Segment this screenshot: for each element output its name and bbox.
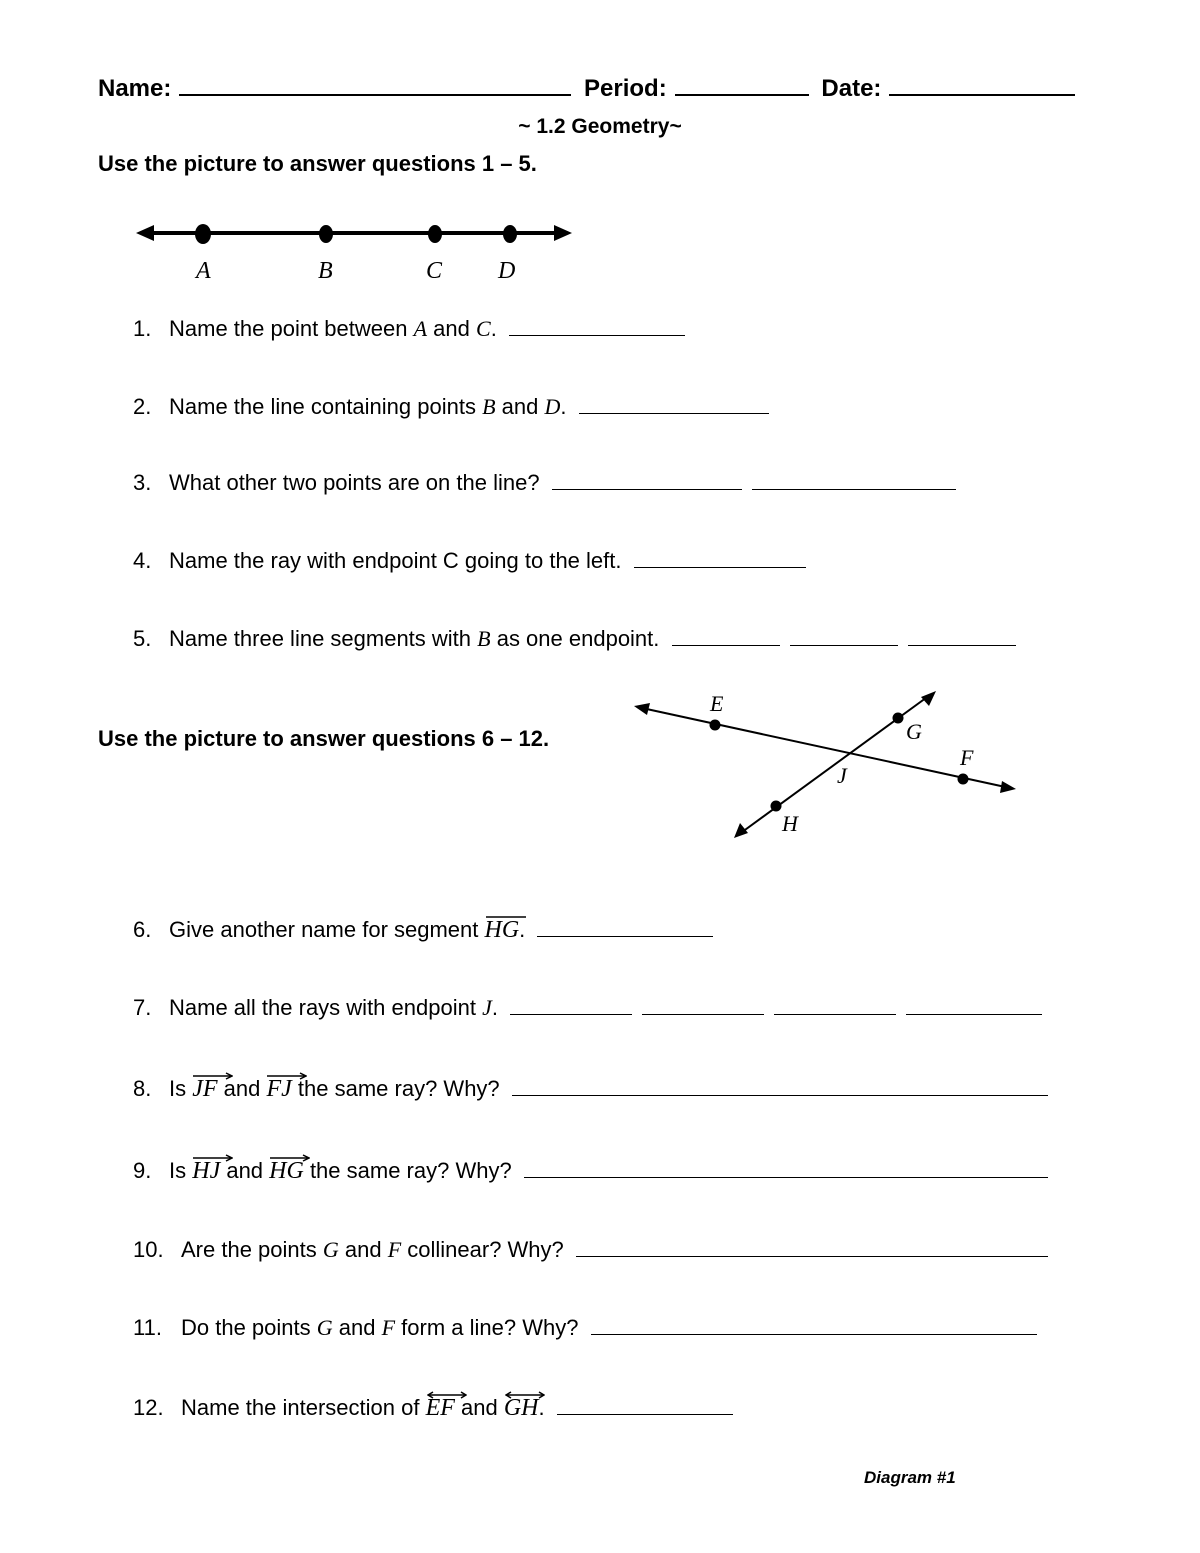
question-text: Is	[169, 1076, 193, 1101]
point-f-dot	[958, 774, 969, 785]
answer-blank[interactable]	[509, 317, 685, 336]
question-number: 8.	[133, 1076, 152, 1101]
question-12	[133, 1395, 743, 1422]
point-a-dot	[195, 224, 211, 244]
name-field[interactable]	[179, 74, 571, 96]
line-diagram-2	[630, 685, 1030, 855]
date-label: Date:	[821, 75, 882, 102]
segment-name: HG	[484, 917, 520, 943]
answer-blank[interactable]	[774, 996, 896, 1015]
point-a-label: A	[196, 258, 211, 284]
question-9	[133, 1158, 1058, 1185]
line-name: EF	[425, 1395, 455, 1421]
answer-blank[interactable]	[906, 996, 1042, 1015]
question-7	[133, 995, 1052, 1021]
question-text: Are the points	[181, 1237, 323, 1262]
ray-arrow-icon	[267, 1072, 307, 1080]
section1-instruction: Use the picture to answer questions 1 – 5.	[98, 151, 537, 176]
question-number: 5.	[133, 626, 152, 651]
ray-name: HJ	[192, 1158, 221, 1184]
point-variable: B	[482, 394, 496, 419]
question-3	[133, 470, 966, 496]
worksheet-title: ~ 1.2 Geometry~	[518, 115, 682, 138]
ray-notation	[269, 1158, 304, 1185]
point-c-dot	[428, 225, 442, 243]
segment-notation	[485, 917, 520, 944]
line-arrow-icon	[427, 1391, 467, 1399]
ray-name: FJ	[266, 1076, 292, 1102]
question-number: 4.	[133, 548, 152, 573]
question-text: Name the intersection of	[181, 1395, 426, 1420]
answer-blank[interactable]	[790, 627, 898, 646]
question-text: Do the points	[181, 1315, 317, 1340]
question-text: Give another name for segment	[169, 917, 485, 942]
answer-blank[interactable]	[591, 1316, 1037, 1335]
segment-bar-icon	[486, 913, 526, 921]
answer-blank[interactable]	[752, 471, 956, 490]
line-name: GH	[503, 1395, 539, 1421]
question-text: the same ray? Why?	[291, 1076, 500, 1101]
question-text: Name the ray with endpoint C going to the left.	[169, 548, 622, 573]
point-h-dot	[771, 801, 782, 812]
point-f-label: F	[960, 745, 974, 770]
question-text: Name the line containing points	[169, 394, 483, 419]
section2-instruction: Use the picture to answer questions 6 – 12.	[98, 726, 550, 751]
line-notation	[504, 1395, 539, 1422]
point-e-dot	[710, 720, 721, 731]
point-variable: F	[387, 1237, 402, 1262]
ray-notation	[192, 1158, 220, 1185]
question-text: .	[490, 316, 497, 341]
point-variable: D	[544, 394, 561, 419]
answer-blank[interactable]	[557, 1396, 733, 1415]
ray-name: HG	[269, 1158, 304, 1184]
question-text: What other two points are on the line?	[169, 470, 540, 495]
point-g-label: G	[906, 719, 922, 744]
period-field[interactable]	[675, 74, 809, 96]
question-4	[133, 548, 816, 574]
question-number: 3.	[133, 470, 152, 495]
ray-arrow-icon	[193, 1072, 233, 1080]
question-1	[133, 316, 695, 342]
point-d-dot	[503, 225, 517, 243]
answer-blank[interactable]	[537, 918, 713, 937]
answer-blank[interactable]	[576, 1238, 1048, 1257]
question-5	[133, 626, 1026, 652]
ray-arrow-icon	[270, 1154, 310, 1162]
header-row	[98, 74, 1075, 103]
point-b-label: B	[318, 258, 333, 284]
line-notation	[426, 1395, 455, 1422]
answer-blank[interactable]	[634, 549, 806, 568]
question-text: .	[538, 1395, 545, 1420]
question-number: 7.	[133, 995, 152, 1020]
question-text: as one endpoint.	[490, 626, 660, 651]
point-j-label: J	[837, 763, 847, 788]
line-diagram-1	[130, 212, 590, 292]
point-variable: G	[322, 1237, 339, 1262]
point-variable: F	[381, 1315, 396, 1340]
point-variable: A	[413, 316, 428, 341]
question-text: Is	[169, 1158, 193, 1183]
question-number: 2.	[133, 394, 152, 419]
answer-blank[interactable]	[510, 996, 632, 1015]
answer-blank[interactable]	[672, 627, 780, 646]
ray-name: JF	[192, 1076, 218, 1102]
question-text: and	[332, 1315, 382, 1340]
footer-diagram-label: Diagram #1	[864, 1468, 956, 1487]
question-number: 10.	[133, 1237, 164, 1262]
question-text: and	[338, 1237, 388, 1262]
question-text: and	[454, 1395, 504, 1420]
question-2	[133, 394, 779, 420]
question-text: Name the point between	[169, 316, 414, 341]
question-text: .	[560, 394, 567, 419]
question-10	[133, 1237, 1058, 1263]
question-number: 11.	[133, 1315, 162, 1340]
question-text: and	[217, 1076, 267, 1101]
date-field[interactable]	[889, 74, 1075, 96]
question-number: 1.	[133, 316, 152, 341]
point-b-dot	[319, 225, 333, 243]
point-c-label: C	[426, 258, 443, 284]
question-8	[133, 1076, 1058, 1103]
question-number: 9.	[133, 1158, 152, 1183]
point-h-label: H	[782, 811, 798, 836]
ray-arrow-icon	[193, 1154, 233, 1162]
question-11	[133, 1315, 1047, 1341]
point-e-label: E	[710, 691, 724, 716]
question-text: Name all the rays with endpoint	[169, 995, 483, 1020]
point-variable: J	[482, 995, 492, 1020]
ray-notation	[192, 1076, 217, 1103]
point-d-label: D	[498, 258, 516, 284]
question-text: and	[427, 316, 476, 341]
ray-notation	[266, 1076, 291, 1103]
question-text: collinear? Why?	[401, 1237, 564, 1262]
answer-blank[interactable]	[642, 996, 764, 1015]
answer-blank[interactable]	[579, 395, 769, 414]
question-text: and	[495, 394, 545, 419]
question-text: form a line? Why?	[395, 1315, 579, 1340]
point-variable: B	[477, 626, 491, 651]
question-text: and	[220, 1158, 270, 1183]
point-variable: C	[476, 316, 491, 341]
line-arrow-icon	[505, 1391, 545, 1399]
answer-blank[interactable]	[512, 1077, 1048, 1096]
point-g-dot	[893, 713, 904, 724]
answer-blank[interactable]	[524, 1159, 1048, 1178]
question-text: the same ray? Why?	[303, 1158, 512, 1183]
answer-blank[interactable]	[552, 471, 742, 490]
question-text: .	[519, 917, 526, 942]
question-text: Name three line segments with	[169, 626, 478, 651]
question-number: 6.	[133, 917, 152, 942]
question-6	[133, 917, 723, 944]
question-text: .	[491, 995, 498, 1020]
question-number: 12.	[133, 1395, 164, 1420]
period-label: Period:	[584, 75, 667, 102]
name-label: Name:	[98, 75, 172, 102]
point-variable: G	[316, 1315, 333, 1340]
answer-blank[interactable]	[908, 627, 1016, 646]
